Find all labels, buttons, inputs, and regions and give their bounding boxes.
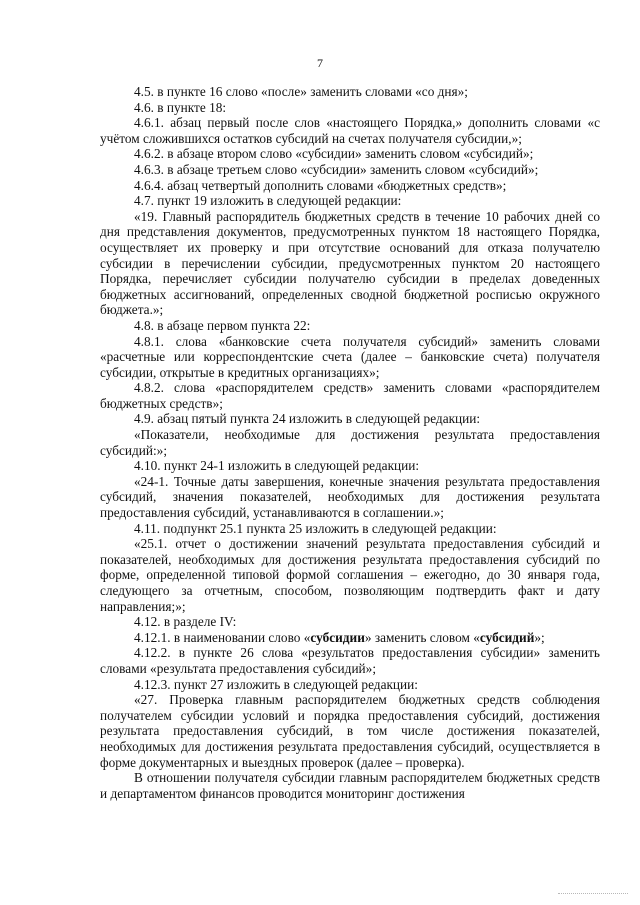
paragraph-4-12-1-part-e: »; xyxy=(534,629,545,645)
paragraph-4-12: 4.12. в разделе IV: xyxy=(134,614,237,630)
paragraph-4-8-2: 4.8.2. слова «распорядителем средств» заменить словами «распорядителем бюджетных средств»; xyxy=(100,380,600,411)
paragraph-monitoring: В отношении получателя субсидии главным распорядителем бюджетных средств и департаментом финансов проводится мониторинг достижения xyxy=(100,770,600,801)
paragraph-4-6: 4.6. в пункте 18: xyxy=(134,99,227,115)
paragraph-4-6-1: 4.6.1. абзац первый после слов «настоящего Порядка,» дополнить словами «с учётом сложившихся остатков субсидий на счетах получателя субсидии,»; xyxy=(100,115,600,146)
paragraph-4-12-1-part-c: » заменить словом « xyxy=(364,629,480,645)
document-body xyxy=(100,84,600,801)
paragraph-4-9: 4.9. абзац пятый пункта 24 изложить в следующей редакции: xyxy=(134,411,481,427)
paragraph-quote-indicators: «Показатели, необходимые для достижения результата предоставления субсидий:»; xyxy=(100,427,600,458)
paragraph-4-12-1 xyxy=(100,630,600,646)
page-number: 7 xyxy=(317,56,323,70)
paragraph-quote-25-1: «25.1. отчет о достижении значений результата предоставления субсидий и показателей, необходимых для достижения результата предоставления субсидий по форме, определенной типовой формой соглашения – ежегодно, до 30 января года, следующего за отчетным, способом, позволяющим подтвердить факт и дату направления;»; xyxy=(100,536,600,614)
paragraph-4-5: 4.5. в пункте 16 слово «после» заменить словами «со дня»; xyxy=(134,84,469,99)
paragraph-4-6-2: 4.6.2. в абзаце втором слово «субсидии» заменить словом «субсидий»; xyxy=(134,146,534,162)
paragraph-4-8: 4.8. в абзаце первом пункта 22: xyxy=(134,317,311,333)
paragraph-4-8-1: 4.8.1. слова «банковские счета получателя субсидий» заменить словами «расчетные или корреспондентские счета (далее – банковские счета) получателя субсидии, открытые в кредитных организациях»; xyxy=(100,333,600,380)
paragraph-4-11: 4.11. подпункт 25.1 пункта 25 изложить в следующей редакции: xyxy=(134,520,497,536)
paragraph-4-12-2: 4.12.2. в пункте 26 слова «результатов предоставления субсидии» заменить словами «результата предоставления субсидий»; xyxy=(100,645,600,676)
paragraph-4-10: 4.10. пункт 24-1 изложить в следующей редакции: xyxy=(134,458,420,474)
paragraph-4-12-1-part-a: 4.12.1. в наименовании слово « xyxy=(134,629,311,645)
paragraph-4-12-1-bold-new: субсидий xyxy=(479,629,535,645)
paragraph-quote-27: «27. Проверка главным распорядителем бюджетных средств соблюдения получателем субсидии условий и порядка предоставления субсидий, достижения результата предоставления субсидий, в том числе достижения показателей, необходимых для достижения результата предоставления субсидий, осуществляется в форме документарных и выездных проверок (далее – проверка). xyxy=(100,692,600,770)
paragraph-4-12-3: 4.12.3. пункт 27 изложить в следующей редакции: xyxy=(134,676,418,692)
paragraph-quote-19: «19. Главный распорядитель бюджетных средств в течение 10 рабочих дней со дня представления документов, предусмотренных пунктом 18 настоящего Порядка, осуществляет их проверку и при отсутствие оснований для отказа получателю субсидии в перечислении субсидии, предусмотренных пунктом 20 настоящего Порядка, перечисляет субсидии получателю субсидии в пределах доведенных бюджетных ассигнований, определенных сводной бюджетной росписью окружного бюджета.»; xyxy=(100,208,600,318)
paragraph-quote-24-1: «24-1. Точные даты завершения, конечные значения результата предоставления субсидий, значения показателей, необходимых для достижения результата предоставления субсидий, устанавливаются в соглашении.»; xyxy=(100,473,600,521)
paragraph-4-7: 4.7. пункт 19 изложить в следующей редакции: xyxy=(134,193,402,209)
paragraph-4-12-1-bold-old: субсидии xyxy=(310,629,365,645)
paragraph-4-6-4: 4.6.4. абзац четвертый дополнить словами «бюджетных средств»; xyxy=(134,177,507,193)
paragraph-4-6-3: 4.6.3. в абзаце третьем слово «субсидии» заменить словом «субсидий»; xyxy=(134,161,539,177)
scan-artifact xyxy=(558,893,628,897)
